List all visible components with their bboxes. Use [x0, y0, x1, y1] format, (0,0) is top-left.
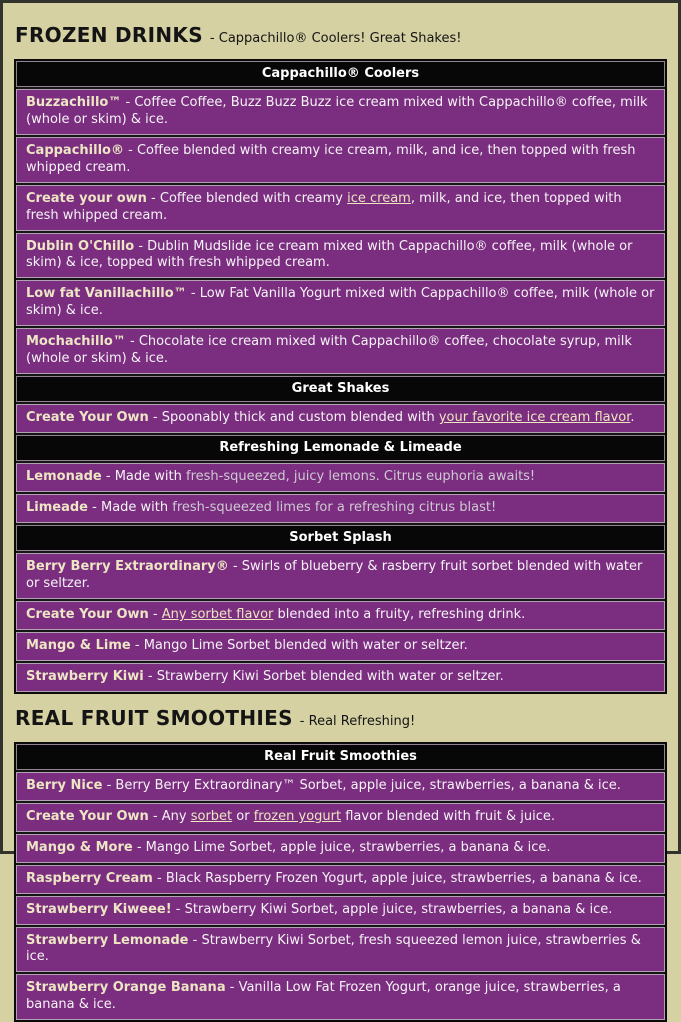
- menu-item-desc-text: Coffee Coffee, Buzz Buzz Buzz ice cream mixed with Cappachillo® coffee, milk (whole or skim) & ice.: [26, 95, 648, 128]
- menu-item-row: [16, 896, 665, 925]
- menu-item-name: Strawberry Kiweee!: [26, 901, 172, 917]
- item-separator: -: [190, 286, 196, 302]
- menu-item-row: [16, 927, 665, 973]
- item-separator: -: [134, 638, 140, 654]
- menu-item-row: [16, 494, 665, 523]
- menu-item-name: Buzzachillo™: [26, 95, 122, 111]
- menu-item-name: Create your own: [26, 190, 147, 206]
- menu-item-name: Mochachillo™: [26, 334, 126, 350]
- item-separator: -: [106, 778, 112, 794]
- item-separator: -: [152, 808, 158, 824]
- menu-item-name: Mango & More: [26, 839, 133, 855]
- menu-item-name: Cappachillo®: [26, 143, 124, 159]
- menu-item-name: Limeade: [26, 500, 88, 516]
- menu-item-row: [16, 137, 665, 183]
- menu-item-desc-text: Dublin Mudslide ice cream mixed with Cappachillo® coffee, milk (whole or skim) & ice, topped with fresh whipped cream.: [26, 238, 633, 271]
- menu-item-row: [16, 834, 665, 863]
- menu-item-link[interactable]: Any sorbet flavor: [161, 607, 274, 623]
- menu-item-name: Create Your Own: [26, 607, 149, 623]
- category-header: [16, 61, 665, 87]
- menu-item-desc-text: Strawberry Kiwi Sorbet blended with water or seltzer.: [156, 668, 504, 684]
- menu-item-row: [16, 233, 665, 279]
- menu-item-desc-text: flavor blended with fruit & juice.: [341, 808, 555, 824]
- menu-item-link[interactable]: ice cream: [347, 190, 411, 206]
- item-separator: -: [105, 469, 111, 485]
- category-header-label: Refreshing Lemonade & Limeade: [219, 440, 462, 456]
- menu-item-desc-text: Made with: [114, 469, 186, 485]
- menu-item-desc-text: Black Raspberry Frozen Yogurt, apple juice, strawberries, a banana & ice.: [165, 870, 642, 886]
- item-separator: -: [125, 95, 131, 111]
- item-separator: -: [138, 238, 144, 254]
- item-separator: -: [147, 668, 153, 684]
- category-header: [16, 376, 665, 402]
- menu-item-row: [16, 89, 665, 135]
- menu-item-desc-text: Strawberry Kiwi Sorbet, apple juice, strawberries, a banana & ice.: [184, 901, 613, 917]
- menu-item-name: Mango & Lime: [26, 638, 131, 654]
- menu-item-desc-text: Coffee blended with creamy ice cream, milk, and ice, then topped with fresh whipped cream.: [26, 143, 636, 175]
- menu-item-name: Berry Nice: [26, 778, 103, 794]
- menu-item-name: Raspberry Cream: [26, 870, 153, 886]
- menu-item-name: Strawberry Orange Banana: [26, 980, 226, 996]
- item-separator: -: [192, 932, 198, 948]
- menu-item-desc-text: Low Fat Vanilla Yogurt mixed with Cappachillo® coffee, milk (whole or skim) & ice.: [26, 286, 655, 319]
- menu-item-desc-text: fresh-squeezed, juicy lemons. Citrus euphoria awaits!: [186, 469, 536, 485]
- category-header-label: Cappachillo® Coolers: [261, 66, 420, 81]
- item-separator: -: [130, 334, 135, 350]
- menu-item-desc-text: Any: [161, 808, 191, 824]
- menu-item-row: [16, 663, 665, 692]
- menu-item-desc-text: Made with: [100, 500, 173, 516]
- item-separator: -: [151, 190, 156, 206]
- item-separator: -: [157, 870, 162, 886]
- menu-item-row: [16, 463, 665, 492]
- menu-item-desc-text: Chocolate ice cream mixed with Cappachillo® coffee, chocolate syrup, milk (whole or skim) & ice.: [26, 334, 632, 367]
- item-separator: -: [128, 143, 133, 159]
- menu-item-row: [16, 601, 665, 630]
- menu-item-desc-text: Spoonably thick and custom blended with: [161, 410, 439, 426]
- menu-item-row: [16, 974, 665, 1020]
- menu-item-link[interactable]: your favorite ice cream flavor: [438, 410, 631, 426]
- menu-item-name: Low fat Vanillachillo™: [26, 286, 187, 302]
- menu-item-name: Lemonade: [26, 469, 102, 485]
- menu-item-desc-text: Berry Berry Extraordinary™ Sorbet, apple juice, strawberries, a banana & ice.: [115, 778, 621, 794]
- section-subtitle: - Real Refreshing!: [299, 713, 416, 729]
- menu-item-desc-text: or: [232, 808, 254, 824]
- menu-item-desc-text: .: [630, 410, 635, 426]
- category-header-label: Great Shakes: [291, 380, 390, 396]
- menu-item-row: [16, 803, 665, 832]
- category-header-label: Real Fruit Smoothies: [264, 748, 417, 764]
- menu-item-desc-text: Mango Lime Sorbet, apple juice, strawberries, a banana & ice.: [145, 839, 551, 855]
- menu-table-real-fruit-smoothies: [14, 742, 667, 1022]
- menu-item-link[interactable]: sorbet: [190, 808, 233, 824]
- menu-item-desc-text: fresh-squeezed limes for a refreshing citrus blast!: [172, 500, 497, 516]
- menu-item-row: [16, 632, 665, 661]
- category-header: [16, 525, 665, 551]
- menu-item-name: Create Your Own: [26, 808, 149, 824]
- item-separator: -: [136, 839, 142, 855]
- menu-item-name: Dublin O'Chillo: [26, 238, 135, 254]
- category-header: [16, 744, 665, 770]
- item-separator: -: [152, 607, 158, 623]
- section-subtitle: - Cappachillo® Coolers! Great Shakes!: [209, 31, 462, 46]
- menu-item-row: [16, 553, 665, 599]
- menu-item-desc-text: Vanilla Low Fat Frozen Yogurt, orange juice, strawberries, a banana & ice.: [26, 980, 621, 1013]
- item-separator: -: [232, 559, 238, 575]
- menu-item-row: [16, 772, 665, 801]
- menu-item-desc-text: Coffee blended with creamy: [159, 190, 348, 206]
- menu-item-link[interactable]: frozen yogurt: [253, 808, 342, 824]
- item-separator: -: [152, 410, 158, 426]
- menu-item-name: Create Your Own: [26, 410, 149, 426]
- section-heading-real-fruit-smoothies: [15, 706, 666, 730]
- section-heading-frozen-drinks: [15, 23, 666, 47]
- section-title: FROZEN DRINKS: [15, 23, 203, 47]
- menu-table-frozen-drinks: [14, 59, 667, 694]
- item-separator: -: [92, 500, 97, 516]
- item-separator: -: [229, 980, 235, 996]
- menu-item-row: [16, 185, 665, 231]
- category-header-label: Sorbet Splash: [289, 530, 392, 546]
- menu-item-row: [16, 328, 665, 374]
- menu-page: [13, 23, 668, 1022]
- menu-item-row: [16, 865, 665, 894]
- category-header: [16, 435, 665, 461]
- menu-item-row: [16, 280, 665, 326]
- menu-item-desc-text: Strawberry Kiwi Sorbet, fresh squeezed lemon juice, strawberries & ice.: [26, 932, 641, 965]
- menu-item-name: Berry Berry Extraordinary®: [26, 559, 229, 575]
- menu-item-desc-text: blended into a fruity, refreshing drink.: [273, 607, 526, 623]
- section-title: REAL FRUIT SMOOTHIES: [15, 705, 293, 730]
- menu-item-name: Strawberry Lemonade: [26, 932, 189, 948]
- menu-item-desc-text: Swirls of blueberry & rasberry fruit sorbet blended with water or seltzer.: [26, 559, 643, 592]
- item-separator: -: [175, 901, 181, 917]
- menu-item-desc-text: , milk, and ice, then topped with fresh whipped cream.: [26, 190, 622, 223]
- menu-item-desc-text: Mango Lime Sorbet blended with water or seltzer.: [143, 638, 468, 654]
- menu-item-row: [16, 404, 665, 433]
- menu-item-name: Strawberry Kiwi: [26, 668, 144, 684]
